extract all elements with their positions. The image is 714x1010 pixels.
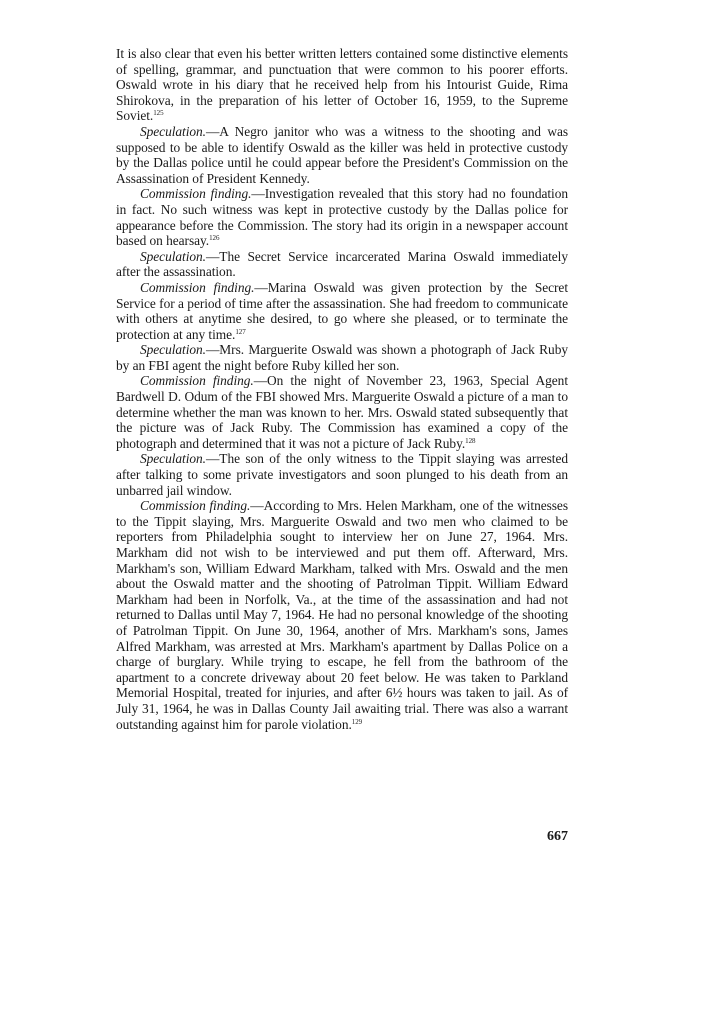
paragraph — [116, 498, 568, 732]
footnote-ref: 129 — [351, 717, 363, 726]
finding-label: Commission finding. — [140, 186, 252, 202]
paragraph-text: —Marina Oswald was given protection by the Secret Service for a period of time after the assassination. She had freedom to communicate with others at anytime she desired, to go where she pleased, or to terminate the protection at any time. — [116, 279, 568, 342]
paragraph-text: —According to Mrs. Helen Markham, one of the witnesses to the Tippit slaying, Mrs. Marguerite Oswald and two men who claimed to be reporters from Philadelphia sought to interview her on June 27, 1964. Mrs. Markham did not wish to be interviewed and put them off. Afterward, Mrs. Markham's son, William Edward Markham, talked with Mrs. Oswald and the men about the Oswald matter and the shooting of Patrolman Tippit. William Edward Markham had been in Norfolk, Va., at the time of the assassination and had not returned to Dallas until May 7, 1964. He had no personal knowledge of the shooting of Patrolman Tippit. On June 30, 1964, another of Mrs. Markham's sons, James Alfred Markham, was arrested at Mrs. Markham's apartment by Dallas Police on a charge of burglary. While trying to escape, he fell from the bathroom of the apartment to a concrete driveway about 20 feet below. He was taken to Parkland Memorial Hospital, treated for injuries, and after 6½ hours was taken to jail. As of July 31, 1964, he was in Dallas County Jail awaiting trial. There was also a warrant outstanding against him for parole violation. — [116, 498, 568, 732]
document-page — [116, 46, 568, 732]
paragraph — [116, 373, 568, 451]
paragraph — [116, 249, 568, 280]
paragraph-text: —On the night of November 23, 1963, Special Agent Bardwell D. Odum of the FBI showed Mrs. Marguerite Oswald a picture of a man to determine whether the man was known to her. Mrs. Oswald stated subsequently that the picture was of Jack Ruby. The Commission has examined a copy of the photograph and determined that it was not a picture of Jack Ruby. — [116, 373, 568, 451]
paragraph — [116, 451, 568, 498]
speculation-label: Speculation. — [140, 248, 206, 264]
paragraph-text: It is also clear that even his better written letters contained some distinctive elements of spelling, grammar, and punctuation that were common to his poorer efforts. Oswald wrote in his diary that he received help from his Intourist Guide, Rima Shirokova, in the preparation of his letter of October 16, 1959, to the Supreme Soviet. — [116, 46, 568, 124]
footnote-ref: 125 — [153, 109, 164, 118]
paragraph — [116, 342, 568, 373]
paragraph-text: —Mrs. Marguerite Oswald was shown a photograph of Jack Ruby by an FBI agent the night before Ruby killed her son. — [116, 342, 568, 373]
paragraph — [116, 46, 568, 124]
footnote-ref: 128 — [465, 436, 476, 445]
paragraph — [116, 280, 568, 342]
finding-label: Commission finding. — [140, 498, 251, 514]
paragraph-text: —Investigation revealed that this story had no foundation in fact. No such witness was kept in protective custody by the Dallas police for appearance before the Commission. The story had its origin in a newspaper account based on hearsay. — [116, 186, 568, 249]
paragraph — [116, 186, 568, 248]
speculation-label: Speculation. — [140, 123, 206, 139]
paragraph-text: —The son of the only witness to the Tippit slaying was arrested after talking to some private investigators and soon plunged to his death from an unbarred jail window. — [116, 451, 568, 498]
paragraph — [116, 124, 568, 186]
finding-label: Commission finding. — [140, 279, 255, 295]
page-number: 667 — [547, 829, 568, 844]
paragraph-text: —A Negro janitor who was a witness to the shooting and was supposed to be able to identify Oswald as the killer was held in protective custody by the Dallas police until he could appear before the President's Commission on the Assassination of President Kennedy. — [116, 123, 568, 186]
speculation-label: Speculation. — [140, 342, 206, 358]
speculation-label: Speculation. — [140, 451, 206, 467]
footnote-ref: 127 — [235, 327, 246, 336]
finding-label: Commission finding. — [140, 373, 254, 389]
paragraph-text: —The Secret Service incarcerated Marina Oswald immediately after the assassination. — [116, 248, 568, 280]
footnote-ref: 126 — [209, 234, 220, 243]
